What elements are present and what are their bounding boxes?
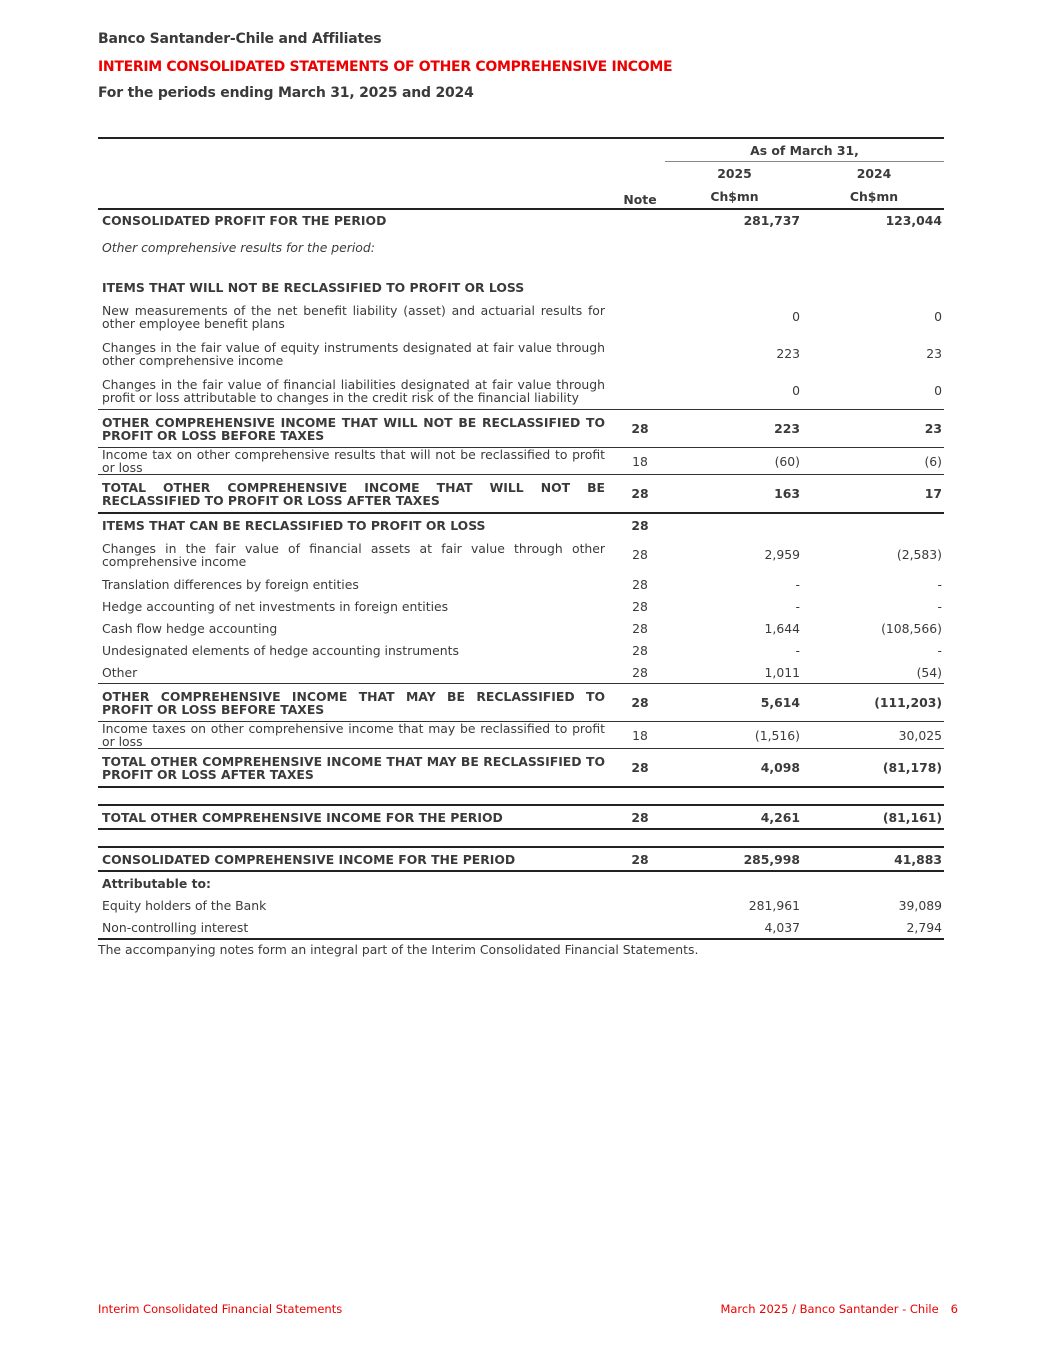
row-value-2024: (81,161): [804, 805, 944, 829]
header-row-as-of: [98, 139, 944, 162]
row-value-2025: -: [795, 642, 800, 658]
row-label: ITEMS THAT WILL NOT BE RECLASSIFIED TO PROFIT OR LOSS: [102, 279, 525, 295]
row-note: [615, 372, 665, 410]
row-value-2024: 30,025: [804, 722, 944, 749]
table-row: [98, 276, 944, 298]
row-label: TOTAL OTHER COMPREHENSIVE INCOME THAT MAY BE RECLASSIFIED TO PROFIT OR LOSS AFTER TAXES: [98, 749, 615, 788]
row-value-2024: 0: [934, 309, 942, 324]
row-value-2025: 0: [792, 309, 800, 324]
row-value-2024: 23: [926, 346, 942, 361]
row-label: CONSOLIDATED COMPREHENSIVE INCOME FOR THE PERIOD: [98, 847, 615, 871]
row-label: New measurements of the net benefit liability (asset) and actuarial results for other employee benefit plans: [102, 302, 605, 331]
header-row-years: [98, 162, 944, 185]
row-label: Attributable to:: [102, 875, 211, 891]
row-value-2025: (1,516): [665, 722, 804, 749]
table-row: [98, 236, 944, 258]
spacer-row: [98, 829, 944, 847]
row-note: 18: [615, 448, 665, 475]
row-value-2025: 1,644: [764, 620, 800, 636]
comprehensive-income-table: [98, 137, 944, 940]
as-of-header: As of March 31,: [665, 139, 944, 162]
statement-title: INTERIM CONSOLIDATED STATEMENTS OF OTHER COMPREHENSIVE INCOME: [98, 59, 673, 75]
row-value-2024: -: [937, 642, 942, 658]
row-label: ITEMS THAT CAN BE RECLASSIFIED TO PROFIT OR LOSS: [102, 517, 486, 533]
table-row: [98, 595, 944, 617]
row-label: OTHER COMPREHENSIVE INCOME THAT WILL NOT BE RECLASSIFIED TO PROFIT OR LOSS BEFORE TAXES: [98, 410, 615, 448]
total-row: [98, 805, 944, 829]
row-value-2024: 2,794: [804, 916, 944, 939]
row-note: 28: [632, 547, 648, 562]
row-value-2024: (6): [804, 448, 944, 475]
row-value-2024: 39,089: [898, 897, 942, 913]
table-row: [98, 335, 944, 372]
statement-footnote: The accompanying notes form an integral part of the Interim Consolidated Financial Statements.: [98, 942, 699, 957]
row-value-2025: 4,261: [665, 805, 804, 829]
row-note: [615, 335, 665, 372]
row-label: Income taxes on other comprehensive income that may be reclassified to profit or loss: [98, 722, 615, 749]
row-label: Changes in the fair value of financial assets at fair value through other comprehensive income: [102, 540, 605, 569]
table-row: [98, 298, 944, 335]
row-label: Changes in the fair value of financial liabilities designated at fair value through profit or loss attributable to changes in the credit risk of the financial liability: [98, 372, 615, 410]
row-note: 28: [615, 847, 665, 871]
row-label: Equity holders of the Bank: [102, 897, 267, 913]
row-value-2025: 163: [665, 475, 804, 514]
footer-right: [720, 1302, 958, 1316]
row-value-2025: 223: [776, 346, 800, 361]
row-value-2024: -: [937, 576, 942, 592]
row-value-2025: 2,959: [764, 547, 800, 562]
year-2024-header: 2024: [856, 165, 892, 181]
row-label: TOTAL OTHER COMPREHENSIVE INCOME THAT WILL NOT BE RECLASSIFIED TO PROFIT OR LOSS AFTER TAXES: [98, 475, 615, 514]
row-value-2024: (54): [804, 661, 944, 684]
row-note: [615, 209, 665, 236]
subtotal-row: [98, 475, 944, 514]
table-row: [98, 617, 944, 639]
total-row: [98, 847, 944, 871]
row-value-2025: 4,037: [665, 916, 804, 939]
row-value-2025: 0: [665, 372, 804, 410]
table-row: [98, 536, 944, 573]
row-value-2025: 281,961: [748, 897, 800, 913]
row-value-2025: 285,998: [665, 847, 804, 871]
row-note: 18: [615, 722, 665, 749]
row-value-2024: (111,203): [804, 684, 944, 722]
row-note: 28: [632, 598, 648, 614]
row-label: OTHER COMPREHENSIVE INCOME THAT MAY BE RECLASSIFIED TO PROFIT OR LOSS BEFORE TAXES: [98, 684, 615, 722]
header-row-units: [98, 184, 944, 209]
row-note: 28: [615, 661, 665, 684]
row-value-2025: 1,011: [665, 661, 804, 684]
table-row: [98, 661, 944, 684]
year-2025-header: 2025: [717, 165, 752, 181]
section-heading-row: [98, 513, 944, 536]
subtotal-row: [98, 410, 944, 448]
row-note: [615, 894, 665, 916]
row-label: Changes in the fair value of equity instruments designated at fair value through other comprehensive income: [102, 339, 605, 368]
table-row: [98, 916, 944, 939]
row-value-2025: -: [795, 598, 800, 614]
row-note: 28: [632, 620, 648, 636]
row-note: 28: [615, 684, 665, 722]
statement-period: For the periods ending March 31, 2025 and 2024: [98, 85, 474, 101]
row-note: [615, 916, 665, 939]
row-label: Translation differences by foreign entities: [102, 576, 359, 592]
row-value-2024: (81,178): [804, 749, 944, 788]
company-name: Banco Santander-Chile and Affiliates: [98, 31, 382, 47]
row-value-2024: 0: [804, 372, 944, 410]
footer-report-period: March 2025 / Banco Santander - Chile: [720, 1302, 939, 1316]
footer-document-name: Interim Consolidated Financial Statements: [98, 1302, 343, 1316]
table-row: [98, 573, 944, 595]
row-value-2025: -: [795, 576, 800, 592]
subtotal-row: [98, 749, 944, 788]
row-label: Income tax on other comprehensive results that will not be reclassified to profit or loss: [98, 448, 615, 475]
table-row: [98, 372, 944, 410]
spacer-row: [98, 787, 944, 805]
row-label: Other: [98, 661, 615, 684]
row-note: 28: [632, 576, 648, 592]
page-number: 6: [950, 1302, 958, 1316]
row-value-2025: (60): [665, 448, 804, 475]
row-value-2024: (2,583): [896, 547, 942, 562]
row-value-2024: -: [937, 598, 942, 614]
row-note: [615, 298, 665, 335]
row-value-2024: 41,883: [804, 847, 944, 871]
row-note: 28: [615, 410, 665, 448]
row-value-2024: 23: [804, 410, 944, 448]
row-value-2025: 281,737: [743, 213, 800, 228]
row-note: 28: [615, 749, 665, 788]
row-label: Other comprehensive results for the period:: [102, 239, 375, 255]
row-value-2024: (108,566): [881, 620, 942, 636]
row-value-2025: 223: [665, 410, 804, 448]
row-note: 28: [631, 517, 649, 533]
table-row: [98, 722, 944, 749]
section-heading-row: [98, 871, 944, 894]
table-row: [98, 209, 944, 236]
row-value-2024: 123,044: [885, 213, 942, 228]
row-label: TOTAL OTHER COMPREHENSIVE INCOME FOR THE PERIOD: [98, 805, 615, 829]
row-note: 28: [632, 642, 648, 658]
row-label: CONSOLIDATED PROFIT FOR THE PERIOD: [102, 213, 387, 228]
spacer-row: [98, 258, 944, 276]
subtotal-row: [98, 684, 944, 722]
row-value-2025: 4,098: [665, 749, 804, 788]
row-value-2024: 17: [804, 475, 944, 514]
note-header: Note: [615, 184, 665, 209]
row-value-2025: 5,614: [665, 684, 804, 722]
unit-2024-header: Ch$mn: [804, 184, 944, 209]
table-row: [98, 894, 944, 916]
row-note: 28: [615, 475, 665, 514]
row-label: Hedge accounting of net investments in foreign entities: [102, 598, 449, 614]
row-label: Cash flow hedge accounting: [102, 620, 278, 636]
table-row: [98, 639, 944, 661]
row-label: Undesignated elements of hedge accounting instruments: [102, 642, 459, 658]
unit-2025-header: Ch$mn: [665, 184, 804, 209]
row-note: 28: [615, 805, 665, 829]
row-label: Non-controlling interest: [98, 916, 615, 939]
table-row: [98, 448, 944, 475]
